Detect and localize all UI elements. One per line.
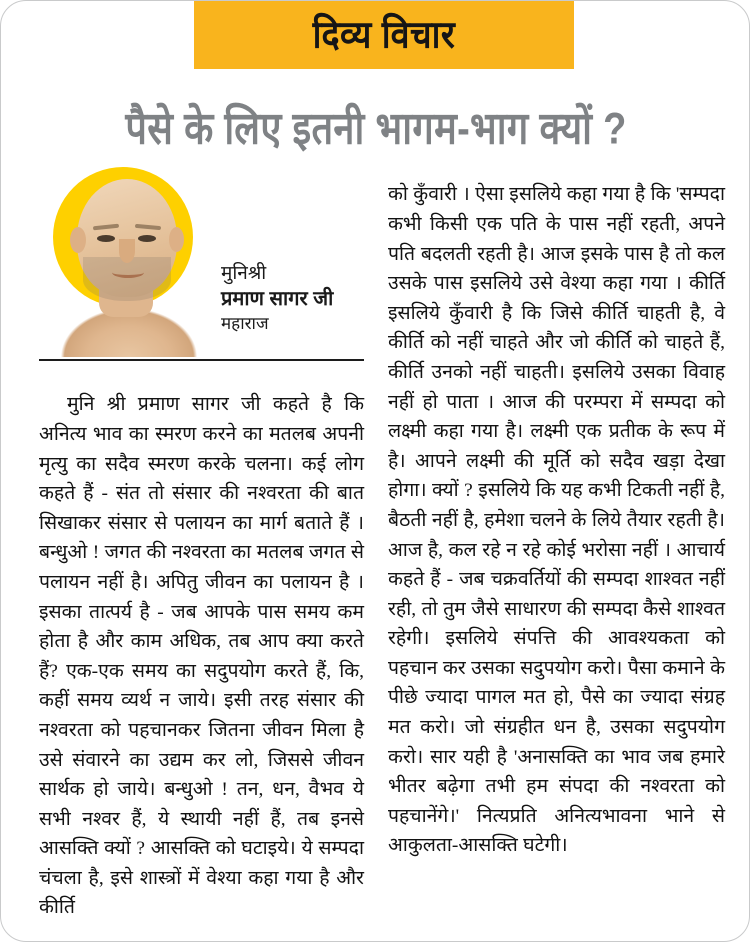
beard-shape (83, 257, 171, 301)
nose-shape (119, 239, 135, 263)
column-right (388, 161, 723, 929)
mouth-shape (112, 267, 144, 278)
article-body-column-2: को कुँवारी । ऐसा इसलिये कहा गया है कि 'सम्पदा कभी किसी एक पति के पास नहीं रहती, अपने पति बदलती रहती है। आज इसके पास है तो कल उसके पास इसलिये उसे वेश्या कहा गया । कीर्ति इसलिये कुँवारी है कि जिसे कीर्ति चाहती है, वे कीर्ति को नहीं चाहते और जो कीर्ति को चाहते हैं, कीर्ति उनको नहीं चाहती। इसलिये उसका विवाह नहीं हो पाता । आज की परम्परा में सम्पदा को लक्ष्मी कहा गया है। लक्ष्मी एक प्रतीक के रूप में है। आपने लक्ष्मी की मूर्ति को सदैव खड़ा देखा होगा। क्यों ? इसलिये कि यह कभी टिकती नहीं है, बैठती नहीं है, हमेशा चलने के लिये तैयार रहती है। आज है, कल रहे न रहे कोई भरोसा नहीं । आचार्य कहते हैं - जब चक्रवर्तियों की सम्पदा शाश्वत नहीं रही, तो तुम जैसे साधारण की सम्पदा कैसे शाश्वत रहेगी। इसलिये संपत्ति की आवश्यकता को पहचान कर उसका सदुपयोग करो। पैसा कमाने के पीछे ज्यादा पागल मत हो, पैसे का ज्यादा संग्रह मत करो। जो संग्रहीत धन है, उसका सदुपयोग करो। सार यही है 'अनासक्ति का भाव जब हमारे भीतर बढ़ेगा तभी हम संपदा की नश्वरता को पहचानेंगे।' नित्यप्रति अनित्यभावना भाने से आकुलता-आसक्ति घटेगी। (388, 184, 725, 857)
page-title: पैसे के लिए इतनी भागम-भाग क्यों ? (125, 104, 627, 155)
byline-divider (39, 359, 364, 361)
masthead-banner (194, 1, 574, 69)
column-left (29, 161, 364, 929)
author-suffix: महाराज (221, 313, 269, 333)
author-byline (221, 261, 371, 335)
masthead-title: दिव्य विचार (312, 13, 456, 57)
author-prefix: मुनिश्री (221, 263, 267, 284)
author-name: प्रमाण सागर जी (221, 288, 334, 311)
ear-left-shape (70, 227, 86, 253)
eye-left-shape (97, 235, 115, 242)
eye-right-shape (138, 235, 156, 242)
monk-figure-icon (43, 165, 215, 357)
article-body-column-1: मुनि श्री प्रमाण सागर जी कहते है कि अनित्य भाव का स्मरण करने का मतलब अपनी मृत्यु का सदैव स्मरण करके चलना। कई लोग कहते हैं - संत तो संसार की नश्वरता की बात सिखाकर संसार से पलायन का मार्ग बताते हैं । बन्धुओ ! जगत की नश्वरता का मतलब जगत से पलायन नहीं है। अपितु जीवन का पलायन है । इसका तात्पर्य है - जब आपके पास समय कम होता है और काम अधिक, तब आप क्या करते हैं? एक-एक समय का सदुपयोग करते हैं, कि, कहीं समय व्यर्थ न जाये। इसी तरह संसार की नश्वरता को पहचानकर जितना जीवन मिला है उसे संवारने का उद्यम कर लो, जिससे जीवन सार्थक हो जाये। बन्धुओ ! तन, धन, वैभव ये सभी नश्वर हैं, ये स्थायी नहीं हैं, तब इनसे आसक्ति क्यों ? आसक्ति को घटाइये। ये सम्पदा चंचला है, इसे शास्त्रों में वेश्या कहा गया है और कीर्ति (39, 394, 364, 919)
author-portrait (43, 165, 215, 357)
article-columns (29, 161, 723, 929)
ear-right-shape (169, 227, 184, 252)
author-block (29, 161, 364, 357)
